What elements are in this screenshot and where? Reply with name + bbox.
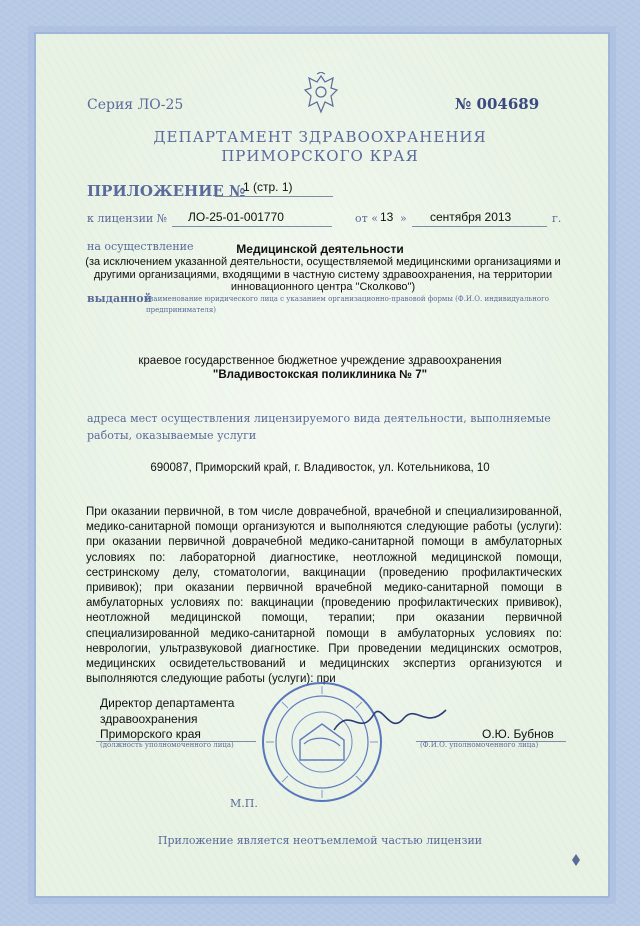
position-line2: здравоохранения xyxy=(100,712,198,726)
license-date-underline xyxy=(412,226,547,227)
license-date-close: » xyxy=(400,212,407,225)
appendix-value: 1 (стр. 1) xyxy=(243,180,293,194)
department-title-line1: ДЕПАРТАМЕНТ ЗДРАВООХРАНЕНИЯ xyxy=(153,128,487,146)
series-label: Серия ЛО-25 xyxy=(87,97,184,113)
license-date-open: от « xyxy=(355,212,378,225)
license-prefix: к лицензии № xyxy=(87,212,168,225)
organization-line1: краевое государственное бюджетное учреждение здравоохранения xyxy=(138,355,502,367)
services-text: При оказании первичной, в том числе доврачебной, врачебной и специализированной, медико-санитарной помощи организуются и выполняются следующие работы (услуги): при оказании первичной доврачебной медико-санитарной помощи в амбулаторных условиях по: лабораторной диагностике, неотложной медицинской помощи, сестринскому делу, стоматологии, вакцинации (проведению профилактических прививок); при оказании первичной врачебной медико-санитарной помощи в амбулаторных условиях по: вакцинации (проведению профилактических прививок), неотложной медицинской помощи, терапии; при оказании первичной специализированной медико-санитарной помощи в амбулаторных условиях по: неврологии, ультразвуковой диагностике. При проведении медицинских осмотров, медицинских освидетельствований и медицинских экспертиз организуются и выполняются следующие работы (услуги): при xyxy=(86,506,562,686)
license-year-suffix: г. xyxy=(552,212,562,225)
activity-label: на осуществление xyxy=(87,240,194,253)
license-number: ЛО-25-01-001770 xyxy=(188,210,284,224)
organization-line2: "Владивостокская поликлиника № 7" xyxy=(212,369,428,381)
position-line3: Приморского края xyxy=(100,727,201,741)
position-line1: Директор департамента xyxy=(100,696,235,710)
license-month-year: сентября 2013 xyxy=(430,210,512,224)
series-number: № 004689 xyxy=(455,95,540,113)
official-stamp-icon xyxy=(260,680,384,804)
russian-coat-of-arms-icon xyxy=(303,72,339,116)
name-hint: (Ф.И.О. уполномоченного лица) xyxy=(420,741,539,749)
addresses-label: адреса мест осуществления лицензируемого вида деятельности, выполняемые работы, оказываемые услуги xyxy=(87,412,551,442)
appendix-underline xyxy=(215,196,333,197)
license-number-underline xyxy=(172,226,332,227)
activity-title: Медицинской деятельности xyxy=(236,242,404,256)
issued-hint: (наименование юридического лица с указанием организационно-правовой формы (Ф.И.О. индивидуального предпринимателя) xyxy=(146,295,549,314)
seal-label: М.П. xyxy=(230,797,258,810)
issued-label: выданной xyxy=(87,292,152,305)
handwritten-signature xyxy=(330,700,450,740)
position-hint: (должность уполномоченного лица) xyxy=(100,741,234,749)
corner-ornament-icon xyxy=(570,853,582,867)
appendix-label: ПРИЛОЖЕНИЕ № xyxy=(87,182,246,200)
department-title-line2: ПРИМОРСКОГО КРАЯ xyxy=(221,147,419,165)
activity-description: (за исключением указанной деятельности, осуществляемой медицинскими организациями и другими организациями, входящими в частную систему здравоохранения, на территории инновационного центра "Сколково") xyxy=(85,256,561,293)
license-day: 13 xyxy=(380,210,394,224)
footer-note: Приложение является неотъемлемой частью лицензии xyxy=(157,834,483,847)
signatory-name: О.Ю. Бубнов xyxy=(482,727,554,741)
address-value: 690087, Приморский край, г. Владивосток, ул. Котельникова, 10 xyxy=(150,462,490,474)
